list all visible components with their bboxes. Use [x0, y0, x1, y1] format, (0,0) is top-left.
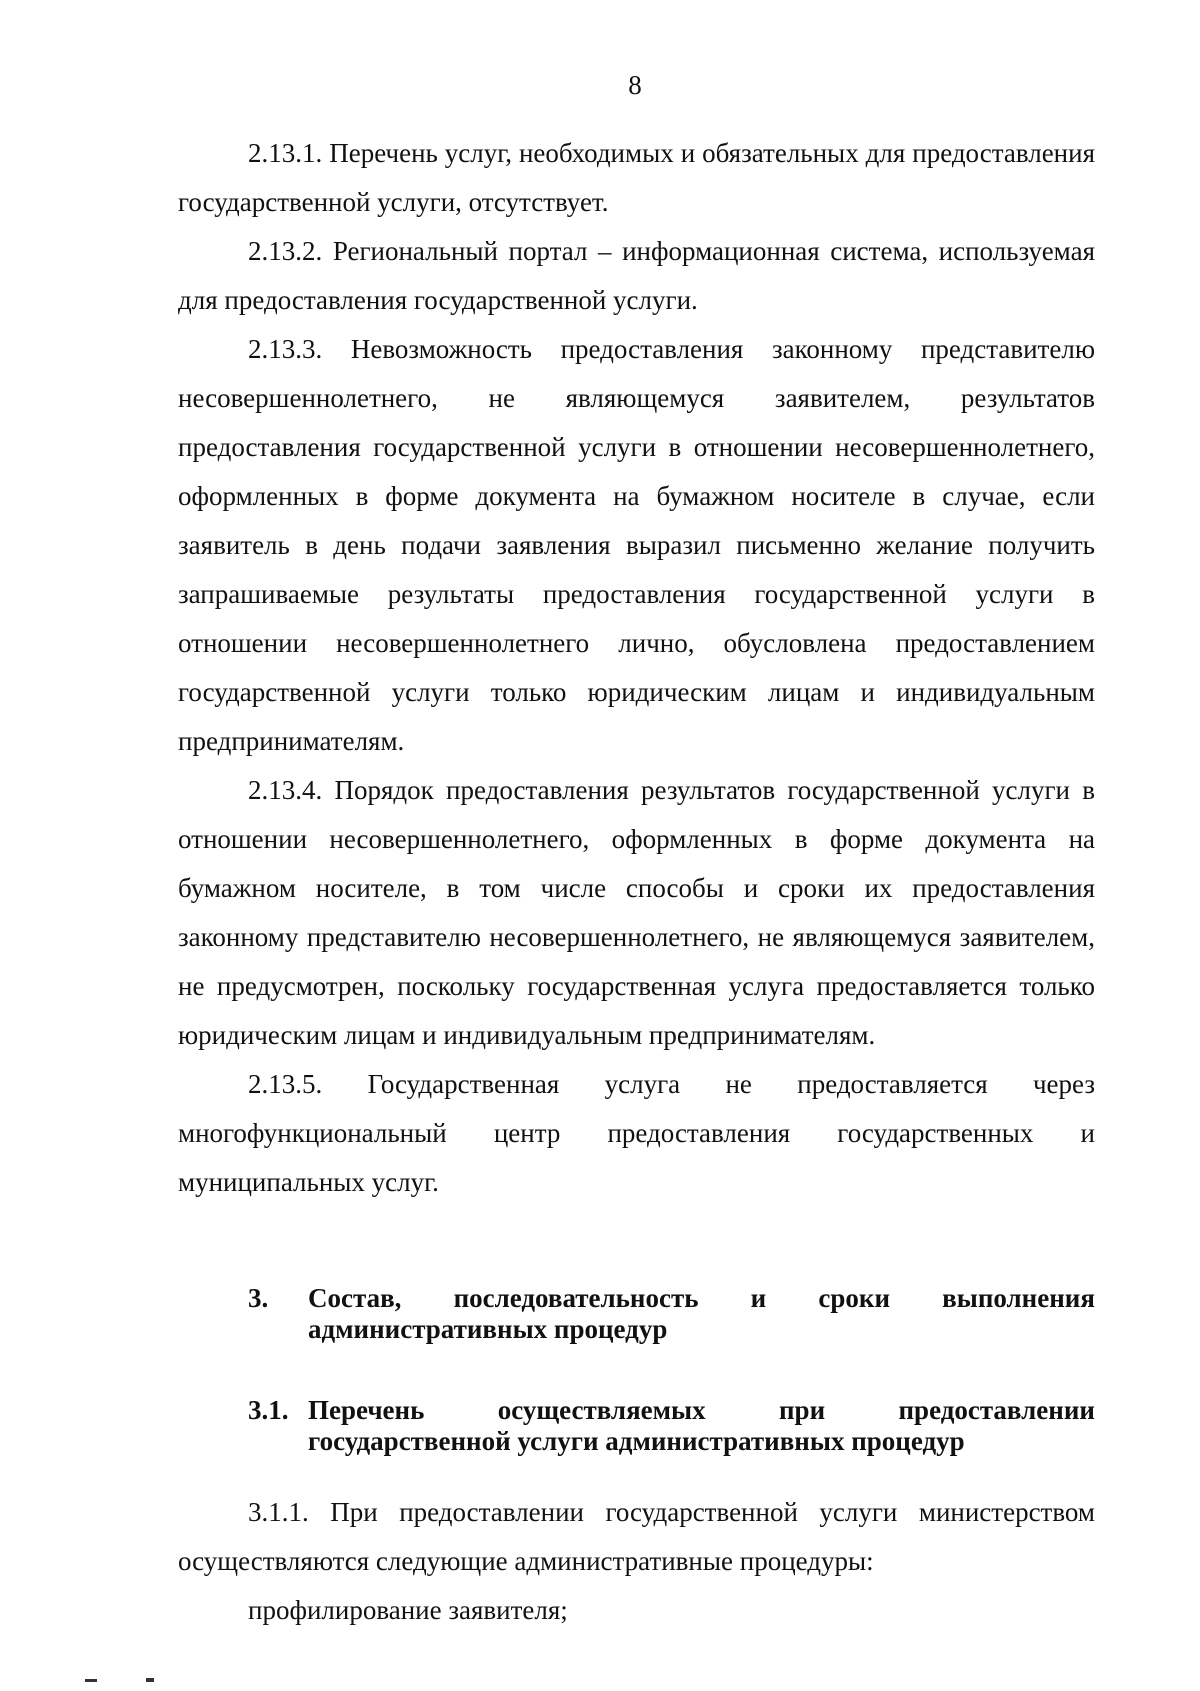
- section-3-title-line1: [308, 1283, 1095, 1314]
- scan-artifact: [146, 1678, 154, 1682]
- list-item: профилирование заявителя;: [248, 1595, 568, 1625]
- section-3-1-title: [308, 1395, 1095, 1457]
- section-3-1-title-line1: [308, 1395, 1095, 1426]
- scan-artifact: [85, 1679, 97, 1682]
- section-3-1-title-line2: государственной услуги административных процедур: [308, 1426, 965, 1456]
- page-number: 8: [628, 70, 642, 100]
- paragraph-2-13-3: 2.13.3. Невозможность предоставления законному представителю несовершеннолетнего, не являющемуся заявителем, результатов предоставления государственной услуги в отношении несовершеннолетнего, оформленных в форме документа на бумажном носителе в случае, если заявитель в день подачи заявления выразил письменно желание получить запрашиваемые результаты предоставления государственной услуги в отношении несовершеннолетнего лично, обусловлена предоставлением государственной услуги только юридическим лицам и индивидуальным предпринимателям.: [178, 334, 1095, 756]
- section-3-heading: [248, 1283, 1095, 1345]
- paragraph-2-13-2: 2.13.2. Региональный портал – информационная система, используемая для предоставления государственной услуги.: [178, 236, 1095, 315]
- section-3-word: последовательность: [453, 1283, 699, 1313]
- paragraph-3-1-1: 3.1.1. При предоставлении государственной услуги министерством осуществляются следующие административные процедуры:: [178, 1497, 1095, 1576]
- section-3-1-heading: [248, 1395, 1095, 1457]
- section-3-word: Состав,: [308, 1283, 402, 1313]
- section-3-title: [308, 1283, 1095, 1345]
- section-3-1-word: осуществляемых: [497, 1395, 706, 1425]
- paragraph-2-13-4: 2.13.4. Порядок предоставления результатов государственной услуги в отношении несовершеннолетнего, оформленных в форме документа на бумажном носителе, в том числе способы и сроки их предоставления законному представителю несовершеннолетнего, не являющемуся заявителем, не предусмотрен, поскольку государственная услуга предоставляется только юридическим лицам и индивидуальным предпринимателям.: [178, 775, 1095, 1050]
- section-3-1-word: предоставлении: [898, 1395, 1095, 1425]
- section-3-number: 3.: [248, 1283, 269, 1313]
- section-3-1-word: при: [779, 1395, 826, 1425]
- document-body-continued: [178, 1488, 1095, 1635]
- section-3-word: и: [750, 1283, 767, 1313]
- paragraph-2-13-5: 2.13.5. Государственная услуга не предоставляется через многофункциональный центр предоставления государственных и муниципальных услуг.: [178, 1069, 1095, 1197]
- section-3-word: выполнения: [942, 1283, 1095, 1313]
- section-3-1-word: Перечень: [308, 1395, 425, 1425]
- paragraph-2-13-1: 2.13.1. Перечень услуг, необходимых и обязательных для предоставления государственной услуги, отсутствует.: [178, 138, 1095, 217]
- section-3-word: сроки: [818, 1283, 891, 1313]
- section-3-title-line2: административных процедур: [308, 1314, 668, 1344]
- section-3-1-number: 3.1.: [248, 1395, 289, 1425]
- document-body: [178, 129, 1095, 1207]
